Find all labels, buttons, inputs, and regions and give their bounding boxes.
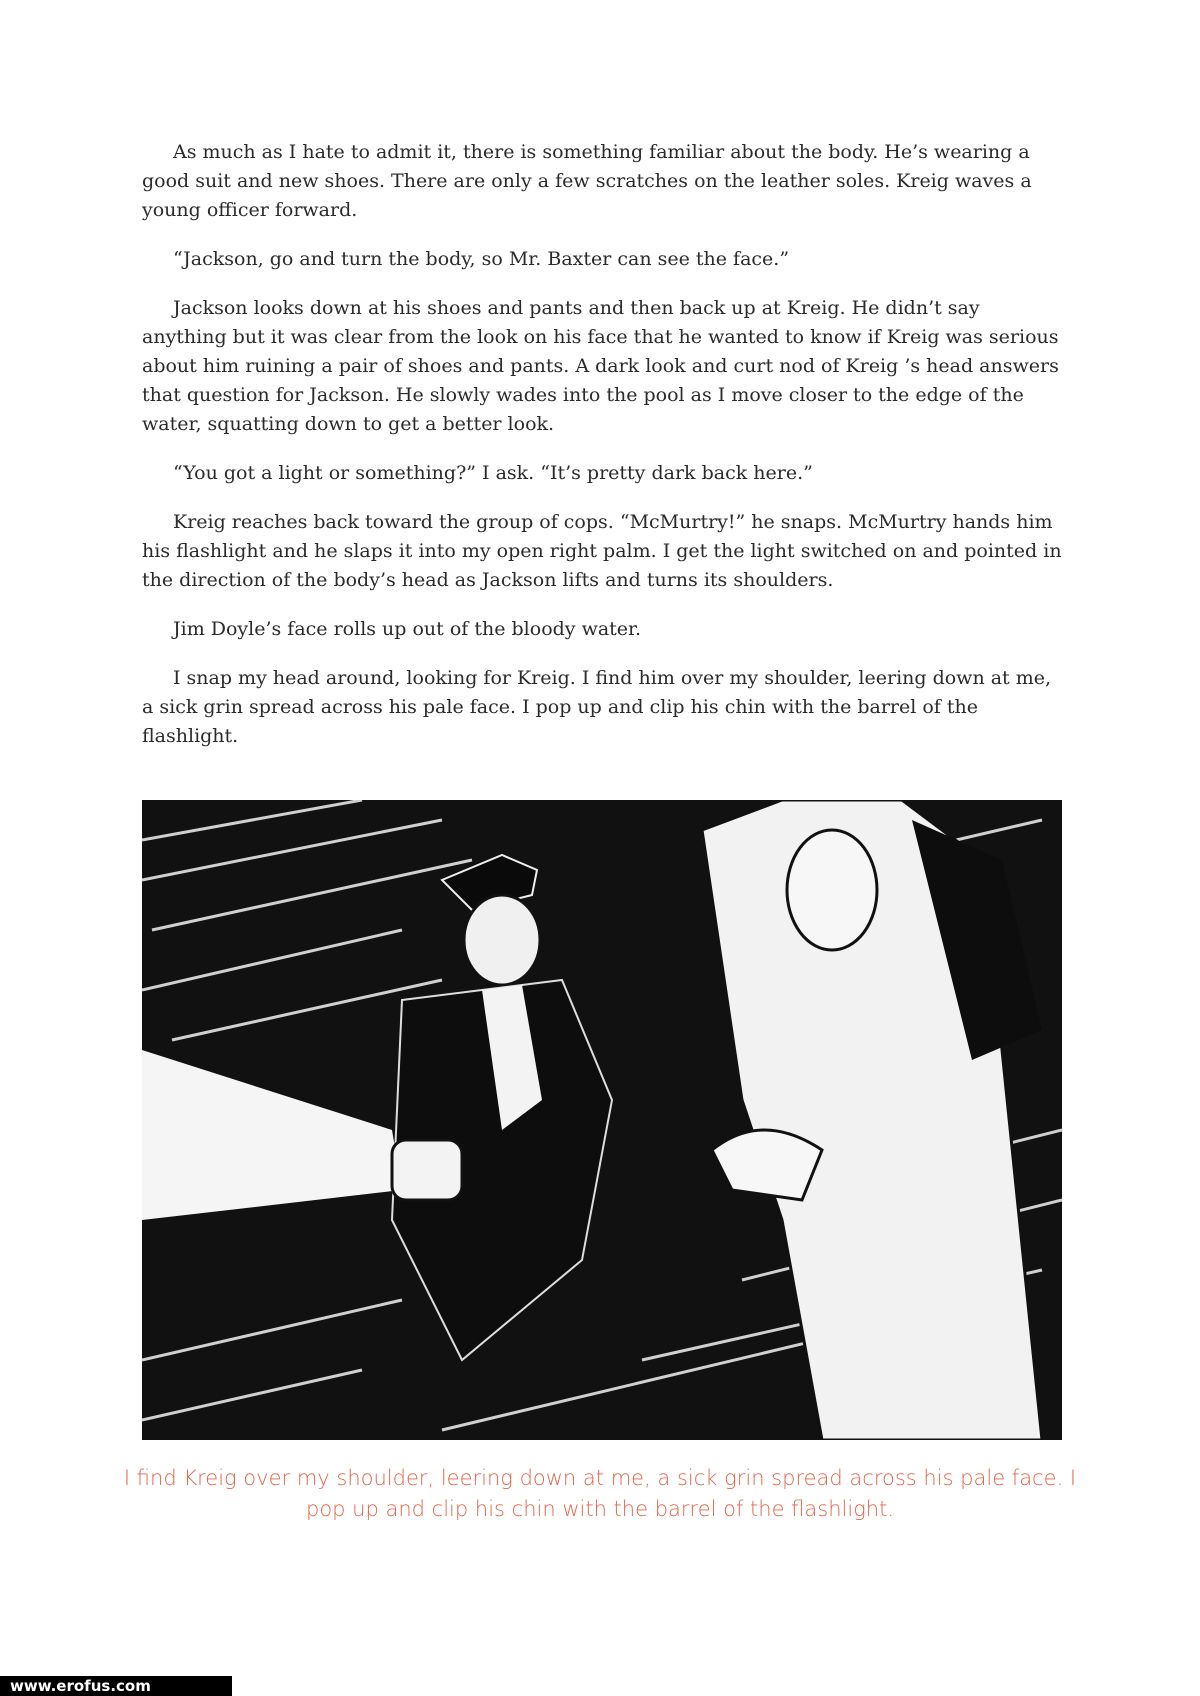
watermark: www.erofus.com [0,1676,232,1696]
illustration-caption: I find Kreig over my shoulder, leering down at me, a sick grin spread across his pale face. I pop up and clip his chin with the barrel of the flashlight. [123,1466,1077,1521]
paragraph: Jim Doyle’s face rolls up out of the bloody water. [173,618,642,640]
paragraph: “Jackson, go and turn the body, so Mr. Baxter can see the face.” [173,248,790,270]
illustration-art [142,800,1062,1440]
paragraph: As much as I hate to admit it, there is something familiar about the body. He’s wearing a good suit and new shoes. There are only a few scratches on the leather soles. Kreig waves a young officer forward. [142,141,1032,221]
paragraph: Kreig reaches back toward the group of cops. “McMurtry!” he snaps. McMurtry hands him his flashlight and he slaps it into my open right palm. I get the light switched on and pointed in the direction of the body’s head as Jackson lifts and turns its shoulders. [142,511,1062,591]
prose-body [142,138,1068,771]
paragraph: I snap my head around, looking for Kreig. I find him over my shoulder, leering down at me, a sick grin spread across his pale face. I pop up and clip his chin with the barrel of the flashlight. [142,667,1052,747]
paragraph: “You got a light or something?” I ask. “It’s pretty dark back here.” [173,462,813,484]
noir-illustration [142,800,1062,1440]
paragraph: Jackson looks down at his shoes and pants and then back up at Kreig. He didn’t say anything but it was clear from the look on his face that he wanted to know if Kreig was serious about him ruining a pair of shoes and pants. A dark look and curt nod of Kreig ’s head answers that question for Jackson. He slowly wades into the pool as I move closer to the edge of the water, squatting down to get a better look. [142,297,1059,435]
